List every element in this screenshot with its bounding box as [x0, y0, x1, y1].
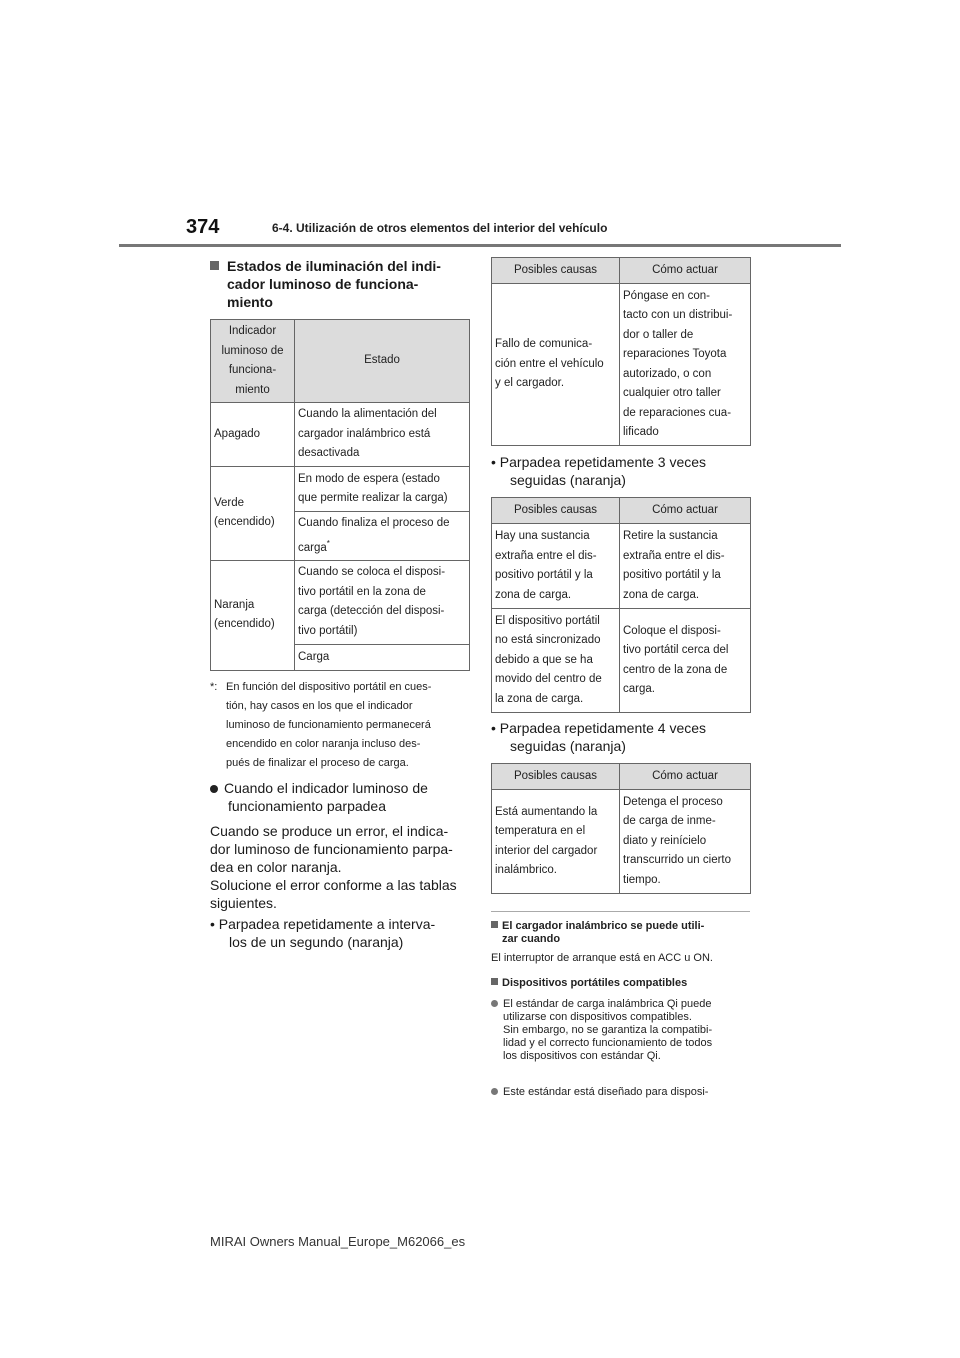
- table-header-actions: Cómo actuar: [620, 498, 751, 524]
- table-header-indicator: Indicador luminoso de funciona- miento: [211, 320, 295, 403]
- blink-item-2: • Parpadea repetidamente 3 veces seguidas (naranja): [491, 454, 707, 488]
- table-header-actions: Cómo actuar: [620, 258, 751, 284]
- error-paragraph: Cuando se produce un error, el indica- dor luminoso de funcionamiento parpa- dea en color naranja. Solucione el error conforme a las tablas siguientes.: [210, 823, 457, 911]
- square-bullet-icon: [491, 978, 498, 985]
- causes-table-2: [491, 497, 751, 713]
- note-qi-standard: El estándar de carga inalámbrica Qi puede utilizarse con dispositivos compatibles. Sin embargo, no se garantiza la compatibi- lidad y el correcto funcionamiento de todos los dispositivos con estándar Qi.: [491, 998, 753, 1063]
- bullet-dot-icon: [491, 1000, 498, 1007]
- table-header-estado: Estado: [295, 320, 470, 403]
- footnote: *: En función del dispositivo portátil en cues- tión, hay casos en los que el indicador luminoso de funcionamiento permanecerá encendido en color naranja incluso des- pués de finalizar el proceso de carga.: [210, 681, 432, 769]
- note-charger-usable-body: El interruptor de arranque está en ACC u ON.: [491, 952, 713, 964]
- status-table: [210, 319, 470, 671]
- table-row: Apagado Cuando la alimentación del cargador inalámbrico está desactivada: [211, 403, 470, 467]
- blink-item-1: • Parpadea repetidamente a interva- los de un segundo (naranja): [210, 916, 436, 950]
- table-row: Hay una sustancia extraña entre el dis- positivo portátil y la zona de carga. Retire la sustancia extraña entre el dis- positivo portátil y la zona de carga.: [492, 524, 751, 609]
- note-charger-usable: El cargador inalámbrico se puede utili- zar cuando: [491, 920, 753, 946]
- square-bullet-icon: [210, 261, 219, 270]
- table-header-actions: Cómo actuar: [620, 764, 751, 790]
- header-divider: [119, 244, 841, 247]
- table-row: Fallo de comunica- ción entre el vehículo y el cargador. Póngase en con- tacto con un distribui- dor o taller de reparaciones Toyota autorizado, o con cualquier otro taller de reparaciones cua- lificado: [492, 284, 751, 446]
- bullet-dot-icon: [210, 785, 218, 793]
- notes-divider: [491, 911, 750, 912]
- causes-table-3: [491, 763, 751, 894]
- bullet-dot-icon: [491, 1088, 498, 1095]
- table-header-causes: Posibles causas: [492, 498, 620, 524]
- table-row: Está aumentando la temperatura en el interior del cargador inalámbrico. Detenga el proceso de carga de inme- diato y reinícielo transcurrido un cierto tiempo.: [492, 790, 751, 894]
- blink-item-3: • Parpadea repetidamente 4 veces seguidas (naranja): [491, 720, 707, 754]
- note-compatible-devices: Dispositivos portátiles compatibles: [491, 977, 753, 990]
- blink-heading: Cuando el indicador luminoso de funcionamiento parpadea: [210, 779, 472, 815]
- status-heading: Estados de iluminación del indi- cador luminoso de funciona- miento: [210, 257, 470, 311]
- table-row: Carga: [211, 644, 470, 670]
- section-title: 6-4. Utilización de otros elementos del interior del vehículo: [272, 221, 608, 235]
- table-row: Cuando finaliza el proceso de carga*: [211, 512, 470, 561]
- note-standard-design: Este estándar está diseñado para disposi-: [491, 1086, 753, 1099]
- table-row: Verde (encendido) En modo de espera (estado que permite realizar la carga): [211, 467, 470, 512]
- table-header-causes: Posibles causas: [492, 764, 620, 790]
- footer-manual-id: MIRAI Owners Manual_Europe_M62066_es: [210, 1234, 466, 1249]
- square-bullet-icon: [491, 921, 498, 928]
- causes-table-1: [491, 257, 751, 446]
- table-header-causes: Posibles causas: [492, 258, 620, 284]
- table-row: Naranja (encendido) Cuando se coloca el disposi- tivo portátil en la zona de carga (detección del disposi- tivo portátil): [211, 560, 470, 644]
- page-number: 374: [186, 216, 220, 238]
- table-row: El dispositivo portátil no está sincronizado debido a que se ha movido del centro de la zona de carga. Coloque el disposi- tivo portátil cerca del centro de la zona de carga.: [492, 609, 751, 713]
